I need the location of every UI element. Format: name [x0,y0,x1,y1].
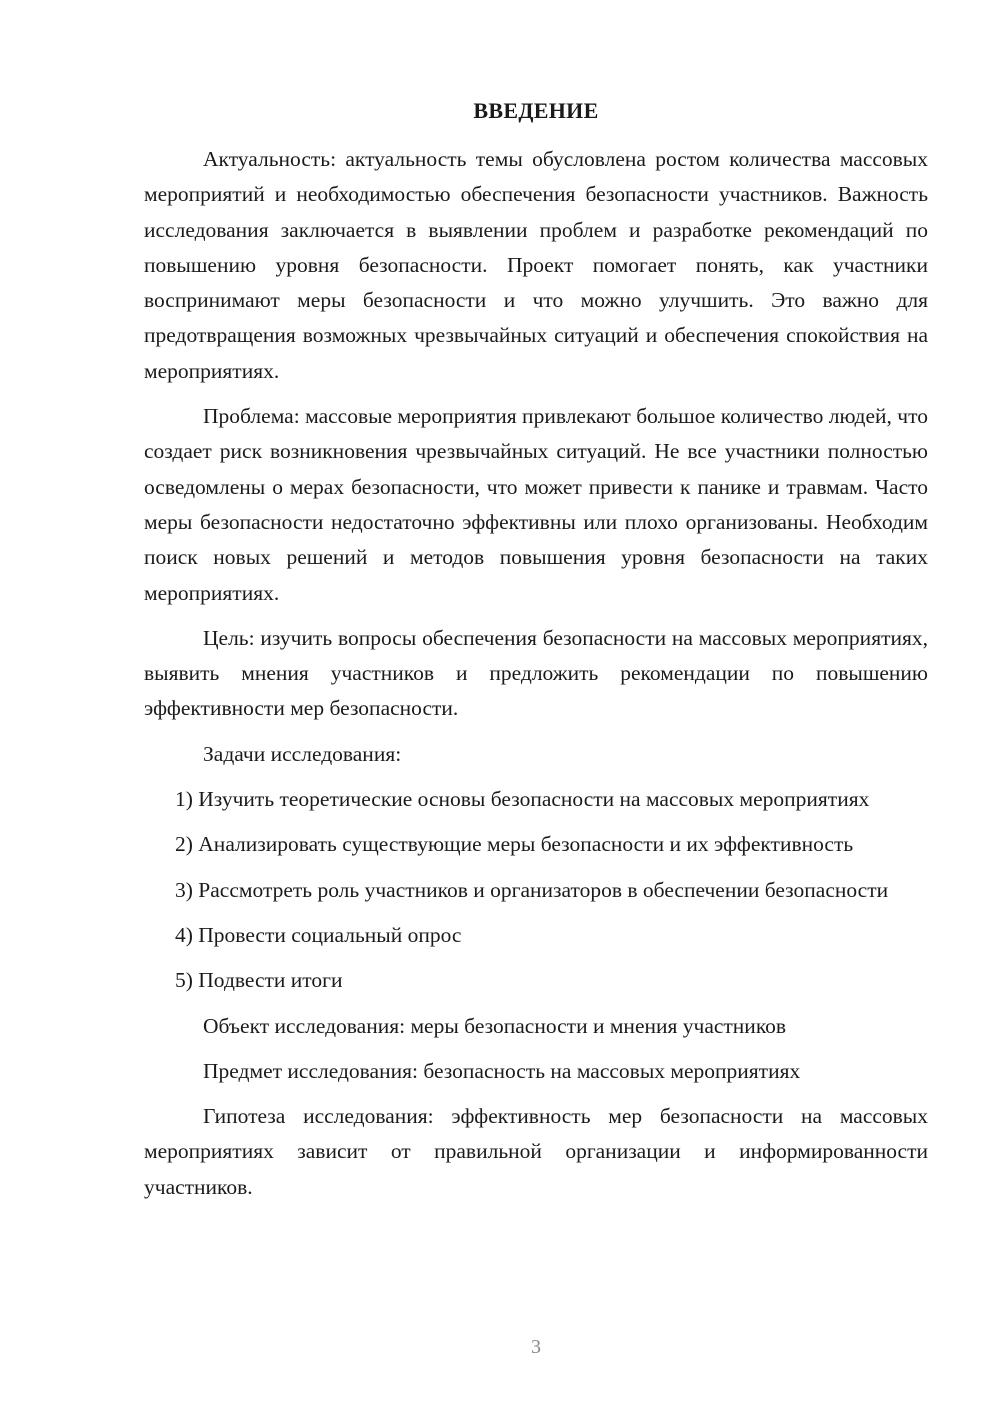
research-hypothesis: Гипотеза исследования: эффективность мер безопасности на массовых мероприятиях зависит от правильной организации и информированности участников. [144,1104,928,1199]
page-number: 3 [531,1336,541,1358]
task-item-2: 2) Анализировать существующие меры безопасности и их эффективность [175,832,854,857]
task-item-1: 1) Изучить теоретические основы безопасности на массовых мероприятиях [175,787,870,812]
task-item-3: 3) Рассмотреть роль участников и организаторов в обеспечении безопасности [175,877,889,902]
section-heading: ВВЕДЕНИЕ [473,98,599,123]
document-body [144,142,928,1215]
research-object: Объект исследования: меры безопасности и мнения участников [203,1013,787,1038]
paragraph-goal: Цель: изучить вопросы обеспечения безопасности на массовых мероприятиях, выявить мнения участников и предложить рекомендации по повышению эффективности мер безопасности. [144,625,928,721]
tasks-heading: Задачи исследования: [203,741,402,766]
paragraph-relevance: Актуальность: актуальность темы обусловлена ростом количества массовых мероприятий и необходимостью обеспечения безопасности участников. Важность исследования заключается в выявлении проблем и разработке рекомендаций по повышению уровня безопасности. Проект помогает понять, как участники воспринимают меры безопасности и что можно улучшить. Это важно для предотвращения возможных чрезвычайных ситуаций и обеспечения спокойствия на мероприятиях. [144,147,928,383]
paragraph-problem: Проблема: массовые мероприятия привлекают большое количество людей, что создает риск возникновения чрезвычайных ситуаций. Не все участники полностью осведомлены о мерах безопасности, что может привести к панике и травмам. Часто меры безопасности недостаточно эффективны или плохо организованы. Необходим поиск новых решений и методов повышения уровня безопасности на таких мероприятиях. [144,404,928,605]
task-item-4: 4) Провести социальный опрос [175,922,462,947]
document-page [144,0,928,1414]
task-item-5: 5) Подвести итоги [175,968,343,993]
research-subject: Предмет исследования: безопасность на массовых мероприятиях [203,1058,801,1083]
